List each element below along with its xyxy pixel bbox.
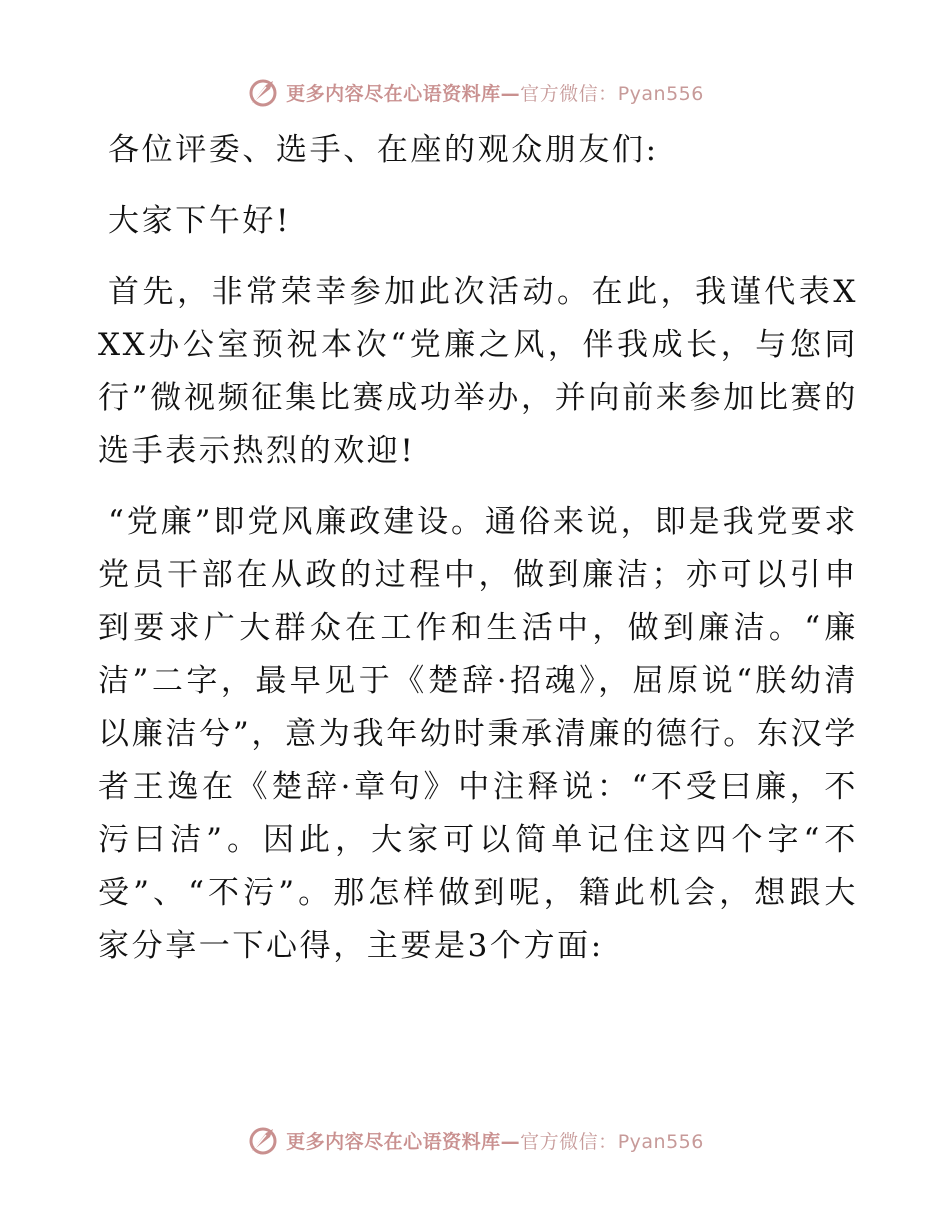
footer-banner-text: 更多内容尽在心语资料库—官方微信：Pyan556 <box>286 1130 704 1153</box>
header-watermark-banner <box>0 72 950 112</box>
document-body <box>98 124 858 973</box>
hello-paragraph: 大家下午好! <box>108 203 292 239</box>
header-banner-text: 更多内容尽在心语资料库—官方微信：Pyan556 <box>286 82 704 105</box>
pen-nib-circle-icon <box>246 75 280 109</box>
intro-paragraph: 首先，非常荣幸参加此次活动。在此，我谨代表XXX办公室预祝本次“党廉之风，伴我成长，与您同行”微视频征集比赛成功举办，并向前来参加比赛的选手表示热烈的欢迎! <box>98 274 858 469</box>
body-paragraph: “党廉”即党风廉政建设。通俗来说，即是我党要求党员干部在从政的过程中，做到廉洁；亦可以引申到要求广大群众在工作和生活中，做到廉洁。“廉洁”二字，最早见于《楚辞·招魂》，屈原说“朕幼清以廉洁兮”，意为我年幼时秉承清廉的德行。东汉学者王逸在《楚辞·章句》中注释说：“不受曰廉，不污曰洁”。因此，大家可以简单记住这四个字“不受”、“不污”。那怎样做到呢，籍此机会，想跟大家分享一下心得，主要是3个方面: <box>98 504 858 964</box>
pen-nib-circle-icon <box>246 1123 280 1157</box>
greeting-paragraph: 各位评委、选手、在座的观众朋友们: <box>108 132 659 168</box>
footer-watermark-banner <box>0 1120 950 1160</box>
